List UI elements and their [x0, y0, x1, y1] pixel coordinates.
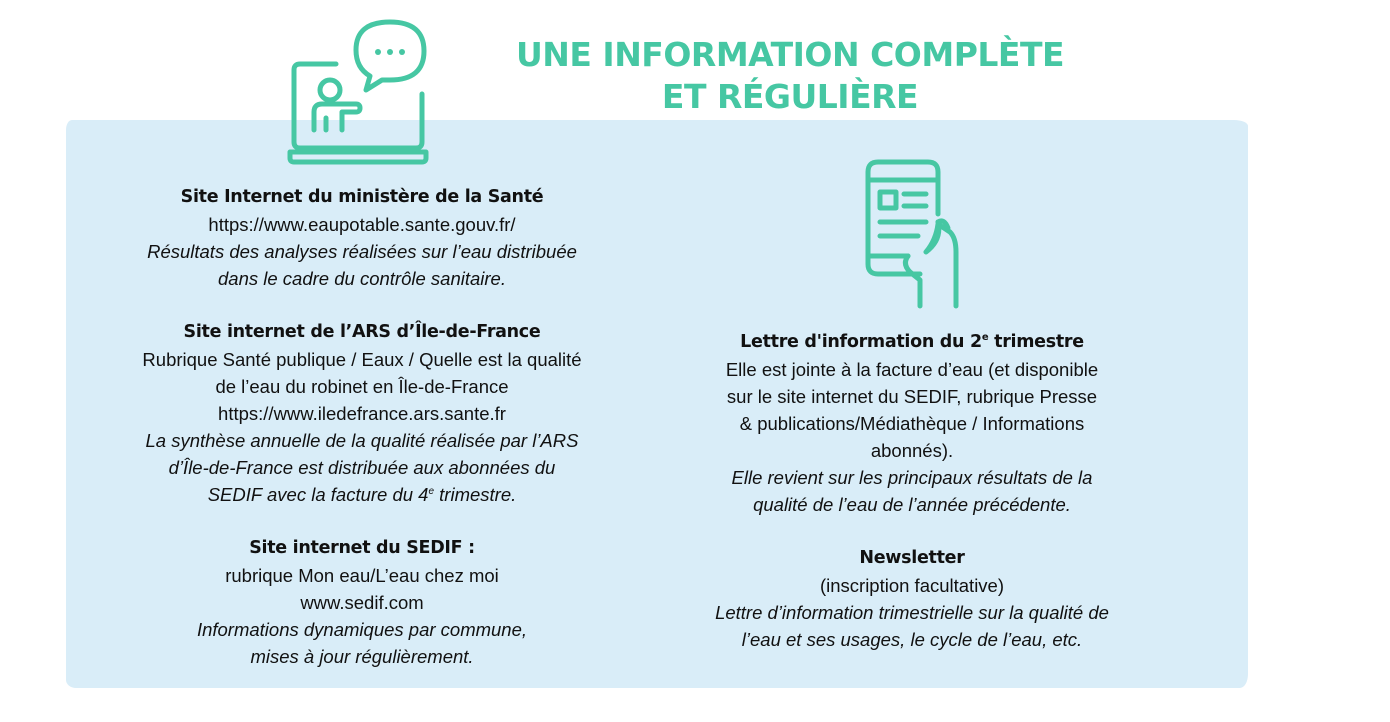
ministere-url[interactable]: https://www.eaupotable.sante.gouv.fr/ — [208, 214, 516, 235]
presentation-screen-icon — [286, 18, 432, 166]
smartphone-hand-icon — [862, 156, 966, 312]
lettre-line-3: & publications/Médiathèque / Informations — [739, 413, 1085, 434]
ars-desc-3-text: SEDIF avec la facture du 4 — [207, 484, 429, 505]
page-title — [470, 34, 1110, 118]
sedif-line-1: rubrique Mon eau/L’eau chez moi — [225, 565, 499, 586]
ars-line-1: Rubrique Santé publique / Eaux / Quelle est la qualité — [142, 349, 582, 370]
title-line-2: ET RÉGULIÈRE — [661, 77, 919, 116]
left-column — [102, 184, 622, 670]
lettre-line-1: Elle est jointe à la facture d’eau (et disponible — [725, 359, 1099, 380]
lettre-heading-end: trimestre — [988, 332, 1084, 352]
sedif-desc-2: mises à jour régulièrement. — [250, 646, 474, 667]
lettre-line-4: abonnés). — [870, 440, 954, 461]
lettre-heading-sup: e — [981, 332, 989, 344]
newsletter-desc-2: l’eau et ses usages, le cycle de l’eau, etc. — [741, 629, 1083, 650]
sedif-desc-1: Informations dynamiques par commune, — [196, 619, 528, 640]
title-line-1: UNE INFORMATION COMPLÈTE — [515, 35, 1065, 74]
lettre-heading — [672, 329, 1152, 356]
lettre-desc-1: Elle revient sur les principaux résultats de la — [731, 467, 1093, 488]
newsletter-line-1: (inscription facultative) — [819, 575, 1005, 596]
ars-desc-3 — [102, 481, 622, 508]
sedif-url[interactable]: www.sedif.com — [300, 592, 424, 613]
newsletter-heading: Newsletter — [859, 548, 965, 568]
ars-desc-3-end: trimestre. — [434, 484, 517, 505]
lettre-heading-text: Lettre d'information du 2 — [740, 332, 982, 352]
ars-desc-1: La synthèse annuelle de la qualité réalisée par l’ARS — [145, 430, 579, 451]
ministere-desc-1: Résultats des analyses réalisées sur l’eau distribuée — [147, 241, 577, 262]
ministere-heading: Site Internet du ministère de la Santé — [180, 187, 544, 207]
lettre-line-2: sur le site internet du SEDIF, rubrique Presse — [726, 386, 1098, 407]
right-column — [672, 329, 1152, 653]
ars-desc-3-sup: e — [428, 485, 435, 497]
ars-url[interactable]: https://www.iledefrance.ars.sante.fr — [218, 403, 506, 424]
lettre-desc-2: qualité de l’eau de l’année précédente. — [753, 494, 1071, 515]
ars-line-2: de l’eau du robinet en Île-de-France — [215, 376, 509, 397]
sedif-heading: Site internet du SEDIF : — [249, 538, 475, 558]
ars-desc-2: d’Île-de-France est distribuée aux abonnées du — [168, 457, 556, 478]
ministere-desc-2: dans le cadre du contrôle sanitaire. — [218, 268, 506, 289]
newsletter-desc-1: Lettre d’information trimestrielle sur la qualité de — [715, 602, 1109, 623]
ars-heading: Site internet de l’ARS d’Île-de-France — [183, 322, 541, 342]
